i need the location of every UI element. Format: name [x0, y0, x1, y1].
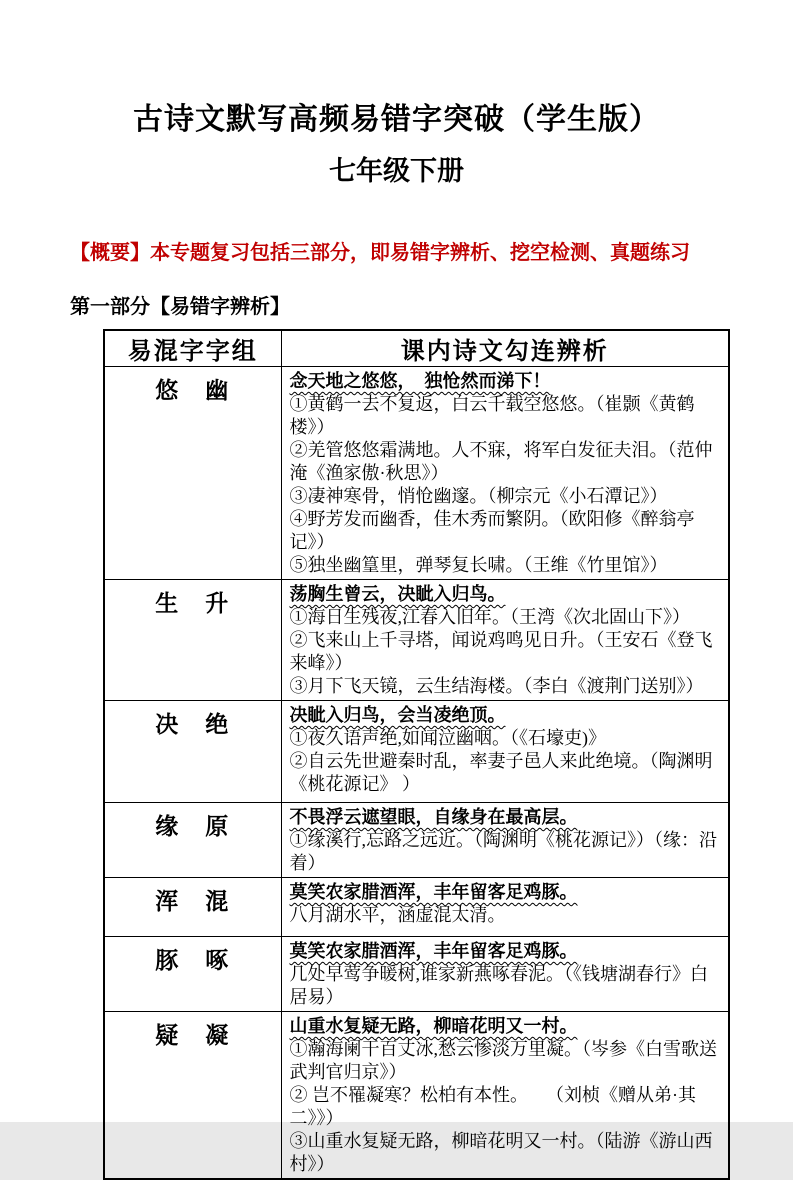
quote-line: ①黄鹤一去不复返，白云千载空悠悠。（崔颢《黄鹤楼》） — [289, 394, 695, 437]
key-sentence: 念天地之悠悠， 独怆然而涕下！ — [289, 371, 551, 391]
quote-line: ①海日生残夜,江春入旧年。（王湾《次北固山下》） — [289, 607, 690, 627]
analysis-cell — [281, 1012, 729, 1180]
confusable-characters-table — [103, 329, 730, 1180]
quote-line: ①缘溪行,忘路之远近。（陶渊明《桃花源记》）（缘：沿着） — [289, 830, 717, 873]
table-row — [104, 937, 729, 1012]
key-sentence: 莫笑农家腊酒浑，丰年留客足鸡豚。 — [289, 941, 578, 961]
key-sentence: 山重水复疑无路，柳暗花明又一村。 — [289, 1016, 578, 1036]
character-pair: 生 升 — [104, 580, 281, 701]
table-header-row — [104, 330, 729, 367]
character-pair: 浑 混 — [104, 878, 281, 937]
quote-line: ②羌管悠悠霜满地。人不寐，将军白发征夫泪。（范仲淹《渔家傲·秋思》） — [289, 440, 713, 483]
character-pair: 疑 凝 — [104, 1012, 281, 1180]
quote-line: ①夜久语声绝,如闻泣幽咽。（《石壕吏)》 — [289, 728, 606, 748]
quote-line: ④野芳发而幽香，佳木秀而繁阴。（欧阳修《醉翁亭记》） — [289, 509, 695, 552]
analysis-cell — [281, 701, 729, 803]
table-row — [104, 803, 729, 878]
table-row — [104, 1012, 729, 1180]
column-header-pair-group: 易混字字组 — [104, 330, 281, 367]
table-row — [104, 367, 729, 580]
summary-note: 【概要】本专题复习包括三部分，即易错字辨析、挖空检测、真题练习 — [70, 242, 690, 264]
table-row — [104, 878, 729, 937]
quote-line: ②飞来山上千寻塔，闻说鸡鸣见日升。（王安石《登飞来峰》） — [289, 630, 713, 673]
quote-line: 八月湖水平，涵虚混太清。 — [289, 905, 506, 925]
character-pair: 决 绝 — [104, 701, 281, 803]
analysis-cell — [281, 878, 729, 937]
analysis-cell — [281, 803, 729, 878]
analysis-cell — [281, 580, 729, 701]
analysis-cell — [281, 367, 729, 580]
quote-line: ③月下飞天镜，云生结海楼。（李白《渡荆门送别》） — [289, 676, 704, 696]
quote-line: ③凄神寒骨，悄怆幽邃。（柳宗元《小石潭记》） — [289, 486, 668, 506]
table-row — [104, 701, 729, 803]
character-pair: 悠 幽 — [104, 367, 281, 580]
key-sentence: 荡胸生曾云，决眦入归鸟。 — [289, 584, 506, 604]
section-heading: 第一部分【易错字辨析】 — [70, 296, 290, 318]
analysis-cell — [281, 937, 729, 1012]
quote-line: ②自云先世避秦时乱，率妻子邑人来此绝境。（陶渊明《桃花源记》 ） — [289, 751, 713, 794]
table-row — [104, 580, 729, 701]
quote-line: ③山重水复疑无路，柳暗花明又一村。（陆游《游山西村》） — [289, 1131, 713, 1174]
column-header-analysis: 课内诗文勾连辨析 — [281, 330, 729, 367]
key-sentence: 决眦入归鸟，会当凌绝顶。 — [289, 705, 506, 725]
character-pair: 缘 原 — [104, 803, 281, 878]
quote-line: 几处早莺争暖树,谁家新燕啄春泥。（《钱塘湖春行》白居易） — [289, 964, 708, 1007]
key-sentence: 莫笑农家腊酒浑，丰年留客足鸡豚。 — [289, 882, 578, 902]
page-title: 古诗文默写高频易错字突破（学生版） — [133, 103, 660, 136]
page-subtitle: 七年级下册 — [329, 156, 464, 186]
character-pair: 豚 啄 — [104, 937, 281, 1012]
quote-line: ⑤独坐幽篁里，弹琴复长啸。（王维《竹里馆》） — [289, 555, 668, 575]
quote-line: ①瀚海阑干百丈冰,愁云惨淡万里凝。（岑参《白雪歌送武判官归京》） — [289, 1039, 717, 1082]
key-sentence: 不畏浮云遮望眼，自缘身在最高层。 — [289, 807, 578, 827]
quote-line: ② 岂不罹凝寒？松柏有本性。 （刘桢《赠从弟·其二》》） — [289, 1085, 696, 1128]
